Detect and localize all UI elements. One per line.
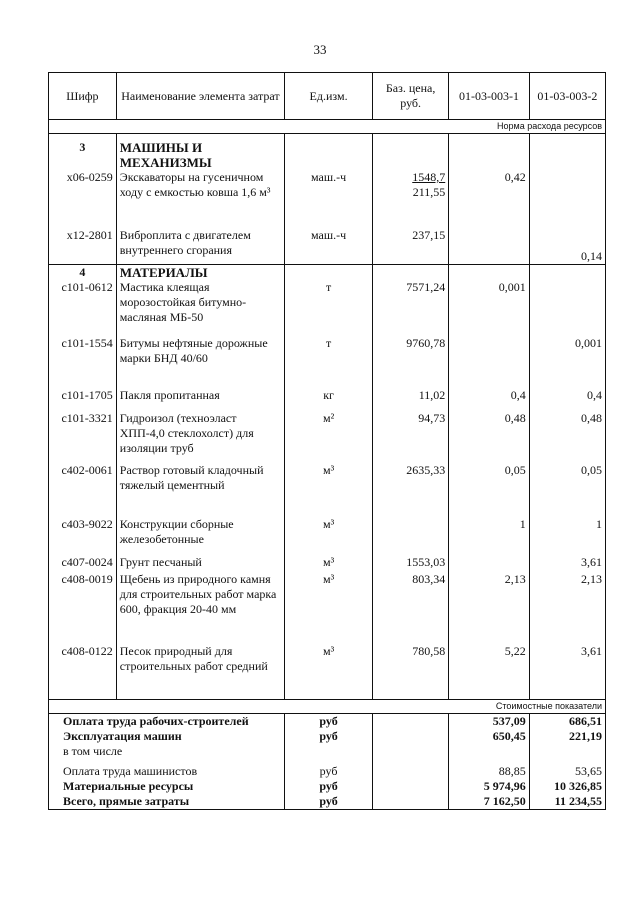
row-price: 237,15 xyxy=(373,228,449,264)
row-price-main: 1548,7 xyxy=(412,170,446,184)
row-unit: м³ xyxy=(285,555,373,572)
total-value-2: 53,65 xyxy=(529,759,605,779)
row-value-1 xyxy=(449,228,529,264)
section-number: 3 xyxy=(49,140,117,170)
total-row xyxy=(49,729,606,744)
row-value-1: 0,001 xyxy=(449,280,529,336)
band-costs xyxy=(49,700,606,714)
total-value-2: 686,51 xyxy=(529,714,605,730)
total-label: Материальные ресурсы xyxy=(49,779,285,794)
row-price: 803,34 xyxy=(373,572,449,644)
row-code: с403-9022 xyxy=(49,517,117,555)
total-value-1: 88,85 xyxy=(449,759,529,779)
header-unit: Ед.изм. xyxy=(285,73,373,120)
total-value-1 xyxy=(449,744,529,759)
total-value-2: 11 234,55 xyxy=(529,794,605,810)
header-col2: 01-03-003-2 xyxy=(529,73,605,120)
total-row xyxy=(49,714,606,730)
row-code: с101-0612 xyxy=(49,280,117,336)
table-row xyxy=(49,228,606,264)
total-label: в том числе xyxy=(49,744,285,759)
row-code: с101-1705 xyxy=(49,388,117,411)
total-row xyxy=(49,794,606,810)
table-row xyxy=(49,388,606,411)
row-value-1: 0,4 xyxy=(449,388,529,411)
row-price: 2635,33 xyxy=(373,463,449,517)
row-price: 11,02 xyxy=(373,388,449,411)
band-costs-label: Стоимостные показатели xyxy=(49,700,606,714)
total-row xyxy=(49,744,606,759)
total-unit xyxy=(285,744,373,759)
row-name: Пакля пропитанная xyxy=(116,388,284,411)
row-name: Виброплита с двигателем внутреннего сгорания xyxy=(116,228,284,264)
header-price: Баз. цена, руб. xyxy=(373,73,449,120)
row-unit: т xyxy=(285,336,373,388)
total-value-1: 650,45 xyxy=(449,729,529,744)
row-name: Песок природный для строительных работ средний xyxy=(116,644,284,700)
row-price: 9760,78 xyxy=(373,336,449,388)
section-title: МАТЕРИАЛЫ xyxy=(116,264,284,280)
row-value-1: 5,22 xyxy=(449,644,529,700)
row-value-2: 3,61 xyxy=(529,644,605,700)
row-code: с101-3321 xyxy=(49,411,117,463)
row-unit: т xyxy=(285,280,373,336)
total-value-1: 5 974,96 xyxy=(449,779,529,794)
row-value-1: 2,13 xyxy=(449,572,529,644)
row-name: Экскаваторы на гусеничном ходу с емкостью ковша 1,6 м³ xyxy=(116,170,284,228)
row-code: с101-1554 xyxy=(49,336,117,388)
row-code: с408-0122 xyxy=(49,644,117,700)
total-unit: руб xyxy=(285,779,373,794)
row-price: 780,58 xyxy=(373,644,449,700)
table-row xyxy=(49,336,606,388)
row-name: Щебень из природного камня для строительных работ марка 600, фракция 20-40 мм xyxy=(116,572,284,644)
total-value-2: 10 326,85 xyxy=(529,779,605,794)
estimate-table xyxy=(48,72,606,810)
total-unit: руб xyxy=(285,759,373,779)
row-value-2: 0,14 xyxy=(529,228,605,264)
row-name: Мастика клеящая морозостойкая битумно-масляная МБ-50 xyxy=(116,280,284,336)
row-unit: маш.-ч xyxy=(285,170,373,228)
row-value-2: 0,4 xyxy=(529,388,605,411)
row-value-1 xyxy=(449,336,529,388)
row-value-1: 0,05 xyxy=(449,463,529,517)
total-value-1: 537,09 xyxy=(449,714,529,730)
band-resources-label: Норма расхода ресурсов xyxy=(49,120,606,134)
table-row xyxy=(49,572,606,644)
row-price: 7571,24 xyxy=(373,280,449,336)
row-name: Гидроизол (техноэласт ХПП-4,0 стеклохолст) для изоляции труб xyxy=(116,411,284,463)
row-value-2: 0,05 xyxy=(529,463,605,517)
row-unit: м³ xyxy=(285,572,373,644)
table-row xyxy=(49,644,606,700)
row-price-secondary: 211,55 xyxy=(412,185,446,199)
table-row xyxy=(49,517,606,555)
row-name: Конструкции сборные железобетонные xyxy=(116,517,284,555)
section-title: МАШИНЫ И МЕХАНИЗМЫ xyxy=(116,140,284,170)
row-value-2: 0,48 xyxy=(529,411,605,463)
row-name: Битумы нефтяные дорожные марки БНД 40/60 xyxy=(116,336,284,388)
row-value-2: 0,001 xyxy=(529,336,605,388)
row-value-2: 2,13 xyxy=(529,572,605,644)
row-code: с407-0024 xyxy=(49,555,117,572)
row-code: х12-2801 xyxy=(49,228,117,264)
total-unit: руб xyxy=(285,714,373,730)
row-code: с402-0061 xyxy=(49,463,117,517)
row-code: с408-0019 xyxy=(49,572,117,644)
band-resources xyxy=(49,120,606,134)
table-row xyxy=(49,463,606,517)
total-value-2: 221,19 xyxy=(529,729,605,744)
row-price: 94,73 xyxy=(373,411,449,463)
row-price xyxy=(373,170,449,228)
row-value-2 xyxy=(529,170,605,228)
total-value-1: 7 162,50 xyxy=(449,794,529,810)
header-code: Шифр xyxy=(49,73,117,120)
total-row xyxy=(49,779,606,794)
row-code: х06-0259 xyxy=(49,170,117,228)
row-name: Грунт песчаный xyxy=(116,555,284,572)
section-number: 4 xyxy=(49,264,117,280)
row-unit: маш.-ч xyxy=(285,228,373,264)
row-name: Раствор готовый кладочный тяжелый цементный xyxy=(116,463,284,517)
row-unit: м³ xyxy=(285,517,373,555)
row-unit: м² xyxy=(285,411,373,463)
row-value-1: 1 xyxy=(449,517,529,555)
total-value-2 xyxy=(529,744,605,759)
table-row xyxy=(49,170,606,228)
row-value-1: 0,48 xyxy=(449,411,529,463)
row-unit: кг xyxy=(285,388,373,411)
header-name: Наименование элемента затрат xyxy=(116,73,284,120)
table-row xyxy=(49,411,606,463)
header-col1: 01-03-003-1 xyxy=(449,73,529,120)
section-header xyxy=(49,264,606,280)
row-value-1 xyxy=(449,555,529,572)
total-unit: руб xyxy=(285,729,373,744)
row-unit: м³ xyxy=(285,644,373,700)
page-number: 33 xyxy=(313,42,327,57)
row-value-2: 1 xyxy=(529,517,605,555)
table-row xyxy=(49,555,606,572)
row-unit: м³ xyxy=(285,463,373,517)
row-price xyxy=(373,517,449,555)
row-price: 1553,03 xyxy=(373,555,449,572)
row-value-2 xyxy=(529,280,605,336)
row-value-2: 3,61 xyxy=(529,555,605,572)
total-label: Всего, прямые затраты xyxy=(49,794,285,810)
row-value-1: 0,42 xyxy=(449,170,529,228)
table-row xyxy=(49,280,606,336)
total-label: Оплата труда рабочих-строителей xyxy=(49,714,285,730)
total-unit: руб xyxy=(285,794,373,810)
total-label: Оплата труда машинистов xyxy=(49,759,285,779)
total-label: Эксплуатация машин xyxy=(49,729,285,744)
header-row xyxy=(49,73,606,120)
total-row xyxy=(49,759,606,779)
section-header xyxy=(49,140,606,170)
